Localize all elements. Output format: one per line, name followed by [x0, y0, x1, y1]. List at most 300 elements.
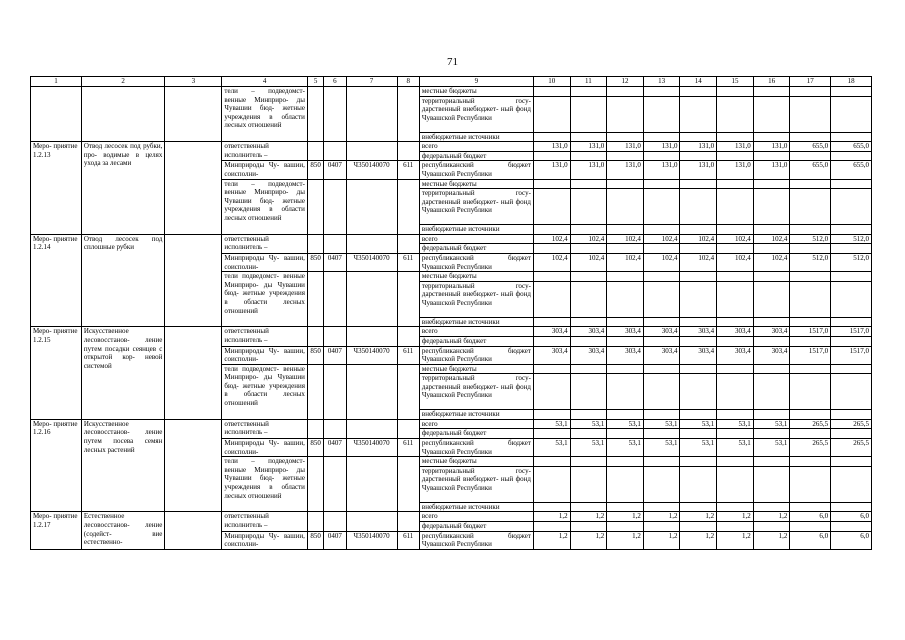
column-header-5: 5	[307, 77, 323, 87]
total-value: 102,4	[570, 234, 607, 244]
source-empty-value	[607, 429, 644, 439]
republic-value: 1,2	[753, 531, 790, 549]
source-empty-value	[643, 364, 680, 374]
table-row	[31, 419, 872, 429]
source-empty-value	[790, 179, 831, 189]
source-empty-value	[831, 502, 872, 512]
source-empty-value	[790, 502, 831, 512]
grbs-code	[307, 512, 323, 531]
csr-code	[346, 87, 397, 142]
cont-empty-value	[680, 87, 717, 97]
csr-code	[346, 327, 397, 346]
republic-value: 102,4	[533, 253, 570, 271]
source-empty-value	[753, 466, 790, 502]
cont-empty-value	[753, 96, 790, 132]
source-empty-value	[717, 457, 754, 467]
activity-name: Отвод лесосек под сплошные рубки	[81, 234, 164, 327]
vr-code	[397, 234, 419, 253]
activity-name: Искусственное лесовосстанов- ление путем посадки сеянцев с открытой кор- невой системой	[81, 327, 164, 420]
source-empty-value	[643, 410, 680, 420]
source-empty-value	[790, 457, 831, 467]
total-value: 102,4	[607, 234, 644, 244]
source-empty-value	[680, 336, 717, 346]
source-empty-value	[570, 457, 607, 467]
table-row	[31, 142, 872, 152]
source-empty-value	[533, 457, 570, 467]
source-empty-value	[753, 244, 790, 254]
republic-value: 131,0	[717, 161, 754, 179]
source-empty-value	[717, 336, 754, 346]
budget-table	[30, 76, 872, 550]
source-empty-value	[717, 429, 754, 439]
source-empty-value	[753, 317, 790, 327]
total-value: 102,4	[753, 234, 790, 244]
source-empty-value	[533, 179, 570, 189]
republic-value: 265,5	[790, 439, 831, 457]
total-value: 102,4	[717, 234, 754, 244]
source-empty-value	[790, 466, 831, 502]
source-empty-value	[680, 457, 717, 467]
rzpr-code	[324, 272, 346, 327]
source-empty-value	[607, 457, 644, 467]
republic-value: 131,0	[680, 161, 717, 179]
republic-value: 512,0	[831, 253, 872, 271]
grbs-code	[307, 457, 323, 512]
source-empty-value	[831, 457, 872, 467]
csr-code	[346, 419, 397, 438]
source-empty-value	[831, 151, 872, 161]
total-value: 1,2	[643, 512, 680, 522]
rzpr-code	[324, 457, 346, 512]
cont-empty-value	[533, 87, 570, 97]
source-empty-value	[680, 522, 717, 532]
source-empty-value	[717, 225, 754, 235]
total-value: 102,4	[533, 234, 570, 244]
cont-empty-value	[753, 87, 790, 97]
source-empty-value	[533, 522, 570, 532]
source-empty-value	[753, 457, 790, 467]
total-value: 303,4	[607, 327, 644, 337]
csr-code	[346, 272, 397, 327]
funding-source: местные бюджеты	[419, 272, 533, 282]
source-empty-value	[680, 502, 717, 512]
executor-ministry: Минприроды Чу- вашии, соисполни-	[222, 161, 308, 179]
total-value: 655,0	[790, 142, 831, 152]
executor-text: тели – подведомст- венные Минприро- ды Чувашии бюд- жетные учреждения в области лесных отношений	[222, 87, 308, 142]
source-empty-value	[570, 374, 607, 410]
rzpr-code	[324, 512, 346, 531]
republic-value: 131,0	[570, 161, 607, 179]
source-empty-value	[790, 522, 831, 532]
republic-value: 102,4	[643, 253, 680, 271]
rzpr-code	[324, 419, 346, 438]
republic-value: 53,1	[717, 439, 754, 457]
source-empty-value	[533, 410, 570, 420]
executor-coexecutors: тели – подведомст- венные Минприро- ды Чувашии бюд- жетные учреждения в области лесных отношений	[222, 457, 308, 512]
csr-code: Ч350140070	[346, 531, 397, 549]
funding-source: местные бюджеты	[419, 457, 533, 467]
source-empty-value	[607, 317, 644, 327]
source-empty-value	[570, 225, 607, 235]
vr-code	[397, 87, 419, 142]
republic-value: 6,0	[831, 531, 872, 549]
source-empty-value	[643, 151, 680, 161]
source-empty-value	[643, 429, 680, 439]
source-empty-value	[607, 502, 644, 512]
source-empty-value	[570, 151, 607, 161]
source-empty-value	[790, 225, 831, 235]
source-empty-value	[570, 272, 607, 282]
source-empty-value	[717, 317, 754, 327]
republic-value: 6,0	[790, 531, 831, 549]
funding-source: республиканский бюджет Чувашской Республики	[419, 531, 533, 549]
grbs-code: 850	[307, 161, 323, 179]
source-empty-value	[533, 336, 570, 346]
vr-code	[397, 364, 419, 419]
source-empty-value	[831, 272, 872, 282]
funding-source: внебюджетные источники	[419, 502, 533, 512]
cont-empty-value	[831, 87, 872, 97]
republic-value: 655,0	[790, 161, 831, 179]
total-value: 1,2	[533, 512, 570, 522]
funding-source: федеральный бюджет	[419, 522, 533, 532]
funding-source: территориальный госу- дарственный внебюджет- ный фонд Чувашской Республики	[419, 96, 533, 132]
source-empty-value	[717, 522, 754, 532]
republic-value: 303,4	[680, 346, 717, 364]
vr-code	[397, 512, 419, 531]
source-empty-value	[831, 317, 872, 327]
total-value: 53,1	[680, 419, 717, 429]
grbs-code	[307, 272, 323, 327]
csr-code: Ч350140070	[346, 439, 397, 457]
source-empty-value	[753, 272, 790, 282]
republic-value: 131,0	[607, 161, 644, 179]
source-empty-value	[680, 272, 717, 282]
total-value: 102,4	[643, 234, 680, 244]
column-header-15: 15	[717, 77, 754, 87]
activity-label: Меро- приятие 1.2.17	[31, 512, 82, 549]
source-empty-value	[643, 502, 680, 512]
republic-value: 102,4	[607, 253, 644, 271]
vr-code: 611	[397, 161, 419, 179]
source-empty-value	[790, 244, 831, 254]
source-empty-value	[831, 179, 872, 189]
source-empty-value	[570, 502, 607, 512]
source-empty-value	[831, 189, 872, 225]
source-empty-value	[831, 244, 872, 254]
funding-source: внебюджетные источники	[419, 410, 533, 420]
republic-value: 53,1	[570, 439, 607, 457]
source-empty-value	[643, 457, 680, 467]
activity-name: Естественное лесовосстанов- ление (содейст- вие естественно-	[81, 512, 164, 549]
rzpr-code	[324, 179, 346, 234]
total-value: 6,0	[790, 512, 831, 522]
source-empty-value	[717, 374, 754, 410]
rzpr-code: 0407	[324, 161, 346, 179]
total-value: 102,4	[680, 234, 717, 244]
source-empty-value	[753, 502, 790, 512]
cont-empty-value	[790, 96, 831, 132]
source-empty-value	[717, 272, 754, 282]
republic-value: 1,2	[717, 531, 754, 549]
total-value: 131,0	[533, 142, 570, 152]
source-empty-value	[753, 281, 790, 317]
republic-value: 303,4	[753, 346, 790, 364]
source-empty-value	[570, 410, 607, 420]
source-empty-value	[831, 410, 872, 420]
activity-label: Меро- приятие 1.2.14	[31, 234, 82, 327]
source-empty-value	[570, 317, 607, 327]
cont-empty-value	[643, 87, 680, 97]
source-empty-value	[680, 374, 717, 410]
source-empty-value	[607, 189, 644, 225]
republic-value: 303,4	[570, 346, 607, 364]
source-empty-value	[790, 374, 831, 410]
executor-responsible: ответственный исполнитель –	[222, 234, 308, 253]
activity-label: Меро- приятие 1.2.13	[31, 142, 82, 235]
funding-source: всего	[419, 142, 533, 152]
source-empty-value	[570, 336, 607, 346]
executor-responsible: ответственный исполнитель –	[222, 419, 308, 438]
source-empty-value	[643, 374, 680, 410]
source-empty-value	[533, 502, 570, 512]
funding-source: внебюджетные источники	[419, 225, 533, 235]
source-empty-value	[790, 151, 831, 161]
source-empty-value	[533, 466, 570, 502]
funding-source: внебюджетные источники	[419, 132, 533, 142]
funding-source: республиканский бюджет Чувашской Республики	[419, 346, 533, 364]
vr-code: 611	[397, 253, 419, 271]
total-value: 512,0	[790, 234, 831, 244]
funding-source: федеральный бюджет	[419, 244, 533, 254]
source-empty-value	[753, 151, 790, 161]
cont-empty-value	[607, 87, 644, 97]
csr-code: Ч350140070	[346, 253, 397, 271]
cont-empty-value	[607, 132, 644, 142]
activity-col3	[165, 87, 222, 142]
cont-empty-value	[570, 96, 607, 132]
source-empty-value	[570, 189, 607, 225]
total-value: 1,2	[680, 512, 717, 522]
total-value: 512,0	[831, 234, 872, 244]
source-empty-value	[680, 281, 717, 317]
republic-value: 53,1	[643, 439, 680, 457]
column-header-14: 14	[680, 77, 717, 87]
rzpr-code: 0407	[324, 346, 346, 364]
funding-source: всего	[419, 419, 533, 429]
total-value: 303,4	[570, 327, 607, 337]
executor-ministry: Минприроды Чу- вашии, соисполни-	[222, 346, 308, 364]
executor-coexecutors: тели подведомст- венные Минприро- ды Чувашии бюд- жетные учреждения в области лесных отношений	[222, 364, 308, 419]
csr-code	[346, 142, 397, 161]
executor-ministry: Минприроды Чу- вашии, соисполни-	[222, 531, 308, 549]
source-empty-value	[680, 466, 717, 502]
republic-value: 1,2	[570, 531, 607, 549]
source-empty-value	[831, 364, 872, 374]
vr-code: 611	[397, 439, 419, 457]
grbs-code	[307, 364, 323, 419]
source-empty-value	[643, 272, 680, 282]
source-empty-value	[533, 189, 570, 225]
vr-code	[397, 179, 419, 234]
source-empty-value	[643, 225, 680, 235]
column-header-4: 4	[222, 77, 308, 87]
source-empty-value	[831, 374, 872, 410]
executor-ministry: Минприроды Чу- вашии, соисполни-	[222, 439, 308, 457]
source-empty-value	[607, 244, 644, 254]
republic-value: 131,0	[533, 161, 570, 179]
source-empty-value	[790, 429, 831, 439]
source-empty-value	[607, 225, 644, 235]
source-empty-value	[607, 364, 644, 374]
republic-value: 303,4	[533, 346, 570, 364]
activity-name: Отвод лесосек под рубки, про- водимые в целях ухода за лесами	[81, 142, 164, 235]
source-empty-value	[831, 429, 872, 439]
republic-value: 303,4	[607, 346, 644, 364]
cont-empty-value	[643, 96, 680, 132]
funding-source: всего	[419, 512, 533, 522]
executor-coexecutors: тели – подведомст- венные Минприро- ды Чувашии бюд- жетные учреждения в области лесных отношений	[222, 179, 308, 234]
csr-code: Ч350140070	[346, 346, 397, 364]
republic-value: 1,2	[607, 531, 644, 549]
grbs-code	[307, 234, 323, 253]
source-empty-value	[607, 281, 644, 317]
funding-source: местные бюджеты	[419, 364, 533, 374]
total-value: 53,1	[570, 419, 607, 429]
source-empty-value	[643, 522, 680, 532]
source-empty-value	[680, 151, 717, 161]
source-empty-value	[570, 466, 607, 502]
source-empty-value	[607, 336, 644, 346]
source-empty-value	[643, 244, 680, 254]
source-empty-value	[680, 225, 717, 235]
activity-col3	[165, 327, 222, 420]
source-empty-value	[753, 429, 790, 439]
total-value: 1517,0	[790, 327, 831, 337]
rzpr-code	[324, 327, 346, 346]
table-body	[31, 77, 872, 550]
total-value: 131,0	[643, 142, 680, 152]
vr-code	[397, 142, 419, 161]
activity-name: Искусственное лесовосстанов- ление путем посева семян лесных растений	[81, 419, 164, 512]
cont-empty-value	[643, 132, 680, 142]
total-value: 655,0	[831, 142, 872, 152]
activity-label: Меро- приятие 1.2.16	[31, 419, 82, 512]
source-empty-value	[533, 151, 570, 161]
source-empty-value	[643, 336, 680, 346]
source-empty-value	[570, 244, 607, 254]
source-empty-value	[753, 364, 790, 374]
source-empty-value	[680, 179, 717, 189]
source-empty-value	[570, 281, 607, 317]
rzpr-code: 0407	[324, 253, 346, 271]
source-empty-value	[533, 281, 570, 317]
csr-code	[346, 457, 397, 512]
cont-empty-value	[790, 87, 831, 97]
total-value: 1,2	[570, 512, 607, 522]
activity-col3	[165, 419, 222, 512]
rzpr-code	[324, 234, 346, 253]
source-empty-value	[533, 244, 570, 254]
source-empty-value	[680, 189, 717, 225]
source-empty-value	[717, 364, 754, 374]
source-empty-value	[533, 429, 570, 439]
funding-source: территориальный госу- дарственный внебюджет- ный фонд Чувашской Республики	[419, 466, 533, 502]
total-value: 6,0	[831, 512, 872, 522]
source-empty-value	[533, 374, 570, 410]
cont-empty-value	[680, 96, 717, 132]
source-empty-value	[643, 281, 680, 317]
vr-code	[397, 272, 419, 327]
source-empty-value	[790, 317, 831, 327]
column-header-2: 2	[81, 77, 164, 87]
total-value: 131,0	[717, 142, 754, 152]
vr-code: 611	[397, 531, 419, 549]
source-empty-value	[680, 410, 717, 420]
source-empty-value	[790, 189, 831, 225]
funding-source: территориальный госу- дарственный внебюджет- ный фонд Чувашской Республики	[419, 281, 533, 317]
source-empty-value	[680, 429, 717, 439]
source-empty-value	[607, 374, 644, 410]
rzpr-code	[324, 142, 346, 161]
republic-value: 655,0	[831, 161, 872, 179]
activity-label: Меро- приятие 1.2.15	[31, 327, 82, 420]
grbs-code: 850	[307, 531, 323, 549]
funding-source: федеральный бюджет	[419, 336, 533, 346]
grbs-code: 850	[307, 346, 323, 364]
total-value: 131,0	[680, 142, 717, 152]
source-empty-value	[607, 466, 644, 502]
activity-col3	[165, 142, 222, 235]
rzpr-code: 0407	[324, 531, 346, 549]
source-empty-value	[717, 410, 754, 420]
funding-source: республиканский бюджет Чувашской Республики	[419, 161, 533, 179]
column-header-16: 16	[753, 77, 790, 87]
column-number-row	[31, 77, 872, 87]
source-empty-value	[680, 244, 717, 254]
source-empty-value	[680, 364, 717, 374]
activity-col3	[165, 234, 222, 327]
rzpr-code	[324, 364, 346, 419]
source-empty-value	[790, 364, 831, 374]
rzpr-code	[324, 87, 346, 142]
activity-label	[31, 87, 82, 142]
republic-value: 102,4	[753, 253, 790, 271]
activity-name	[81, 87, 164, 142]
cont-empty-value	[533, 96, 570, 132]
total-value: 53,1	[643, 419, 680, 429]
source-empty-value	[753, 189, 790, 225]
table-row	[31, 87, 872, 97]
source-empty-value	[753, 374, 790, 410]
grbs-code	[307, 327, 323, 346]
total-value: 303,4	[680, 327, 717, 337]
republic-value: 102,4	[570, 253, 607, 271]
column-header-18: 18	[831, 77, 872, 87]
total-value: 131,0	[607, 142, 644, 152]
republic-value: 1,2	[533, 531, 570, 549]
republic-value: 131,0	[643, 161, 680, 179]
funding-source: федеральный бюджет	[419, 429, 533, 439]
source-empty-value	[717, 179, 754, 189]
republic-value: 53,1	[607, 439, 644, 457]
source-empty-value	[753, 522, 790, 532]
source-empty-value	[753, 336, 790, 346]
csr-code	[346, 179, 397, 234]
source-empty-value	[643, 179, 680, 189]
source-empty-value	[533, 364, 570, 374]
source-empty-value	[831, 522, 872, 532]
